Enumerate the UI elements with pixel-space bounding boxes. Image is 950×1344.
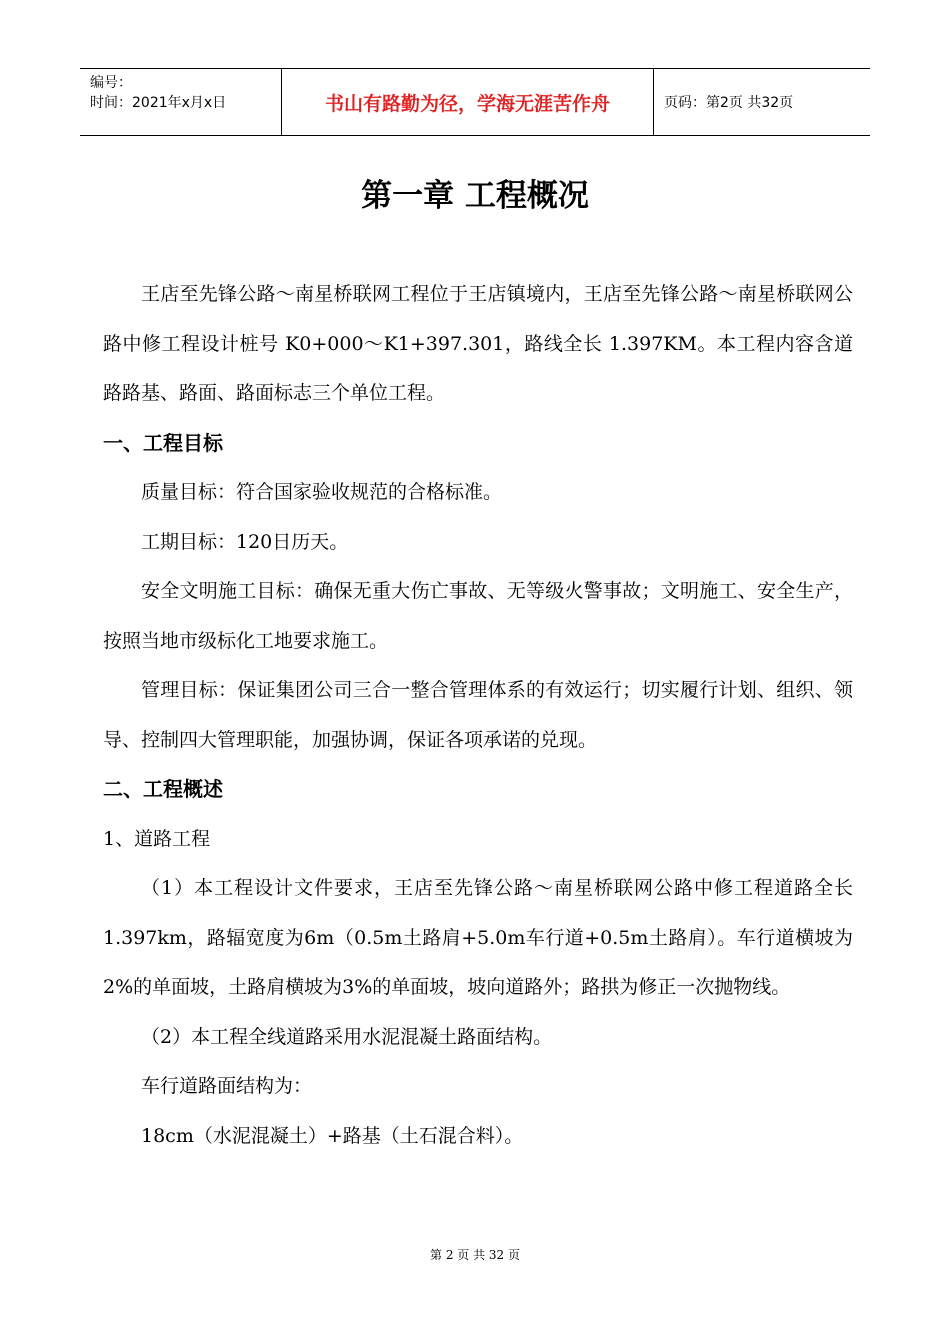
goal-schedule: 工期目标：120日历天。 <box>141 530 349 553</box>
document-body <box>103 270 853 1161</box>
header-meta <box>80 69 282 135</box>
goal-management: 管理目标：保证集团公司三合一整合管理体系的有效运行；切实履行计划、组织、领导、控制四大管理职能，加强协调，保证各项承诺的兑现。 <box>103 679 853 751</box>
header-page-label: 页码：第2页 共32页 <box>664 95 794 111</box>
chapter-title: 第一章 工程概况 <box>361 178 589 214</box>
subheading-road: 1、道路工程 <box>103 827 211 850</box>
page-header <box>80 68 870 136</box>
header-motto: 书山有路勤为径，学海无涯苦作舟 <box>282 69 654 135</box>
goal-safety: 安全文明施工目标：确保无重大伤亡事故、无等级火警事故；文明施工、安全生产，按照当地市级标化工地要求施工。 <box>103 580 853 652</box>
page-footer: 第 2 页 共 32 页 <box>430 1248 520 1262</box>
code-label: 编号： <box>90 75 132 91</box>
overview-paragraph-1: （1）本工程设计文件要求，王店至先锋公路～南星桥联网公路中修工程道路全长1.397km，路辐宽度为6m（0.5m土路肩+5.0m车行道+0.5m土路肩）。车行道横坡为2%的单面坡，土路肩横坡为3%的单面坡，坡向道路外；路拱为修正一次抛物线。 <box>103 877 853 998</box>
time-label: 时间：2021年x月x日 <box>90 95 227 111</box>
intro-paragraph: 王店至先锋公路～南星桥联网工程位于王店镇境内，王店至先锋公路～南星桥联网公路中修工程设计桩号 K0+000～K1+397.301，路线全长 1.397KM。本工程内容含道路路基、路面、路面标志三个单位工程。 <box>103 283 853 404</box>
section-heading-overview: 二、工程概述 <box>103 777 223 801</box>
overview-paragraph-2: （2）本工程全线道路采用水泥混凝土路面结构。 <box>141 1025 553 1048</box>
goal-quality: 质量目标：符合国家验收规范的合格标准。 <box>141 481 503 503</box>
section-heading-goals: 一、工程目标 <box>103 430 223 455</box>
overview-paragraph-4: 18cm（水泥混凝土）+路基（土石混合料）。 <box>141 1124 524 1147</box>
overview-paragraph-3: 车行道路面结构为： <box>141 1075 313 1097</box>
